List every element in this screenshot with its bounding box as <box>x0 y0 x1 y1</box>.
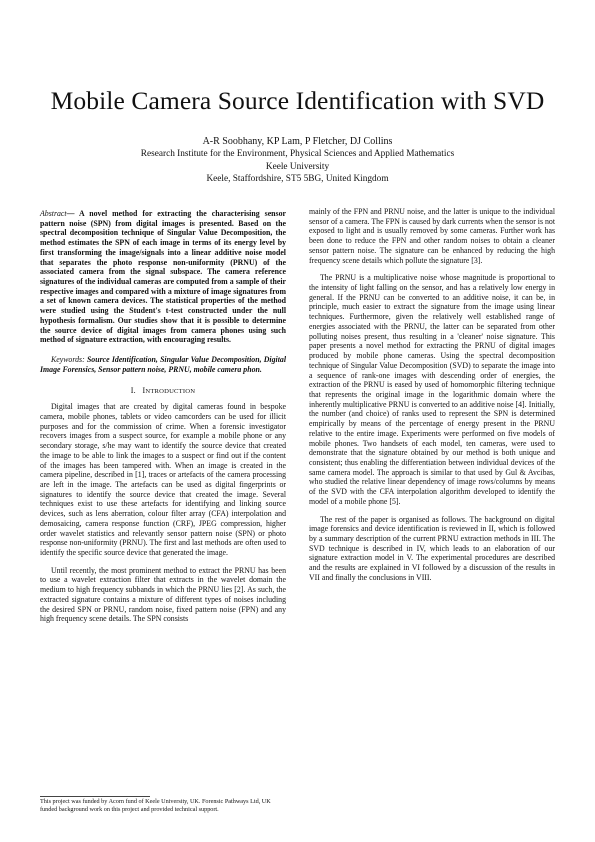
author-university: Keele University <box>265 161 330 172</box>
section-numeral: I. <box>130 385 136 395</box>
keywords-label: Keywords: <box>51 355 85 365</box>
body-paragraph: The PRNU is a multiplicative noise whose magnitude is proportional to the intensity of light falling on the sensor, and has a relatively low energy in general. If the PRNU can be converted to an additive noise, it can be, in principle, much easier to extract the signature from the image using linear techniques. Furthermore, given the relatively well established range of energies associated with the PRNU, the latter can be separated from other polluting noises present, thus resulting in a 'cleaner' noise signature. This paper presents a novel method for extracting the PRNU of digital images produced by mobile phone cameras. Using the spectral decomposition technique of Singular Value Decomposition (SVD) to separate the image into a sequence of rank-one images with descending order of energies, the extraction of the PRNU is eased by used of homomorphic filtering technique that represents the original image in the logarithmic domain where the inherently multiplicative PRNU is converted to an additive noise [4]. Initially, the number (and choice) of ranks used to represent the SPN is determined empirically by means of the percentage of energy present in the PRNU relative to the entire image. Experiments were performed on five models of mobile phones. Two handsets of each model, ten cameras, were used to demonstrate that the signature obtained by our method is both unique and consistent; thus enabling the differentiation between individual devices of the same camera model. The approach is similar to that used by Gul & Avcibas, who studied the relative linear dependency of image rows/columns by means of the SVD with the CFA interpolation algorithm developed to identify the model of a mobile phone [5]. <box>309 273 555 506</box>
body-paragraph: mainly of the FPN and PRNU noise, and the latter is unique to the individual sensor of a camera. The FPN is caused by dark currents when the sensor is not exposed to light and is usually removed by some cameras. Further work has been done to reduce the FPN and other random noises to obtain a cleaner sensor pattern noise. The signature can be enhanced by reducing the high frequency scene details which pollute the signature [3]. <box>309 207 555 265</box>
footnote: This project was funded by Acorn fund of Keele University, UK. Forensic Pathways Ltd, UK funded background work on this project and provided technical support. <box>40 798 271 813</box>
section-heading-introduction <box>40 386 286 397</box>
body-paragraph: The rest of the paper is organised as follows. The background on digital image forensics and device identification is reviewed in II, which is followed by a summary description of the current PRNU extraction methods in III. The SVD technique is described in IV, which leads to an elaboration of our signature extraction model in V. The experimental procedures are described and the results are explained in VI followed by a discussion of the results in VII and finally the conclusions in VIII. <box>309 514 555 582</box>
section-rest: NTRODUCTION <box>145 387 196 395</box>
author-address: Keele, Staffordshire, ST5 5BG, United Kingdom <box>206 174 389 185</box>
author-names: A-R Soobhany, KP Lam, P Fletcher, DJ Collins <box>202 136 393 147</box>
abstract-dash: — <box>66 209 80 218</box>
body-paragraph: Digital images that are created by digital cameras found in bespoke camera, mobile phones, tablets or video camcorders can be used for illicit purposes and for the commission of crime. When a forensic investigator recovers images from a suspect source, for example a mobile phone or any secondary storage, s/he may want to identify the source device that created the image to be able to link the images to a suspect or find out if the content of the images has been tampered with. When an image is created in the camera pipeline, described in [1], traces or artefacts of the camera processing are left in the image. The artefacts can be used as digital fingerprints or signatures to identify the source device that created the image. Several techniques exist to use these artefacts for identifying and linking source devices, such as lens aberration, colour filter array (CFA) interpolation and demosaicing, camera response function (CRF), JPEG compression, higher order wavelet statistics and relevantly sensor pattern noise (SPN) or photo response non-uniformity (PRNU). The first and last methods are often used to identify the specific source device that generated the image. <box>40 402 286 557</box>
paper-title: Mobile Camera Source Identification with SVD <box>50 86 545 115</box>
abstract-label: Abstract <box>40 209 67 218</box>
left-column <box>40 209 286 624</box>
body-paragraph: Until recently, the most prominent method to extract the PRNU has been to use a wavelet extraction filter that extracts in the wavelet domain the medium to high frequency subbands in which the PRNU lies [2]. As such, the extracted signature contains a mixture of different types of noises including the desired SPN or PRNU, random noise, fixed pattern noise (FPN) and any high frequency scene details. The SPN consists <box>40 565 286 624</box>
author-block <box>0 136 595 186</box>
keywords <box>40 355 286 374</box>
keywords-body: Source Identification, Singular Value Decomposition, Digital Image Forensics, Sensor pattern noise, PRNU, mobile camera phon. <box>40 355 286 374</box>
right-column <box>309 207 555 583</box>
abstract <box>40 209 286 345</box>
section-first-letter: I <box>142 385 146 395</box>
footnote-rule <box>40 796 150 797</box>
author-institute: Research Institute for the Environment, Physical Sciences and Applied Mathematics <box>140 149 455 160</box>
abstract-body: A novel method for extracting the characterising sensor pattern noise (SPN) from digital images is presented. Based on the spectral decomposition technique of Singular Value Decomposition, the method estimates the SPN of each image in terms of its energy level by first transforming the image/signals into a linear additive noise model that separates the photo response non-uniformity (PRNU) of the associated camera from the signal subspace. The camera reference signatures of the individual cameras are computed from a sample of their respective images and compared with a mixture of image signatures from a set of known camera devices. The statistical properties of the method were studied using the Student's t-test constructed under the null hypothesis formalism. Our studies show that it is possible to determine the source device of digital images from camera phones using such method of signature extraction, with encouraging results. <box>40 209 286 345</box>
